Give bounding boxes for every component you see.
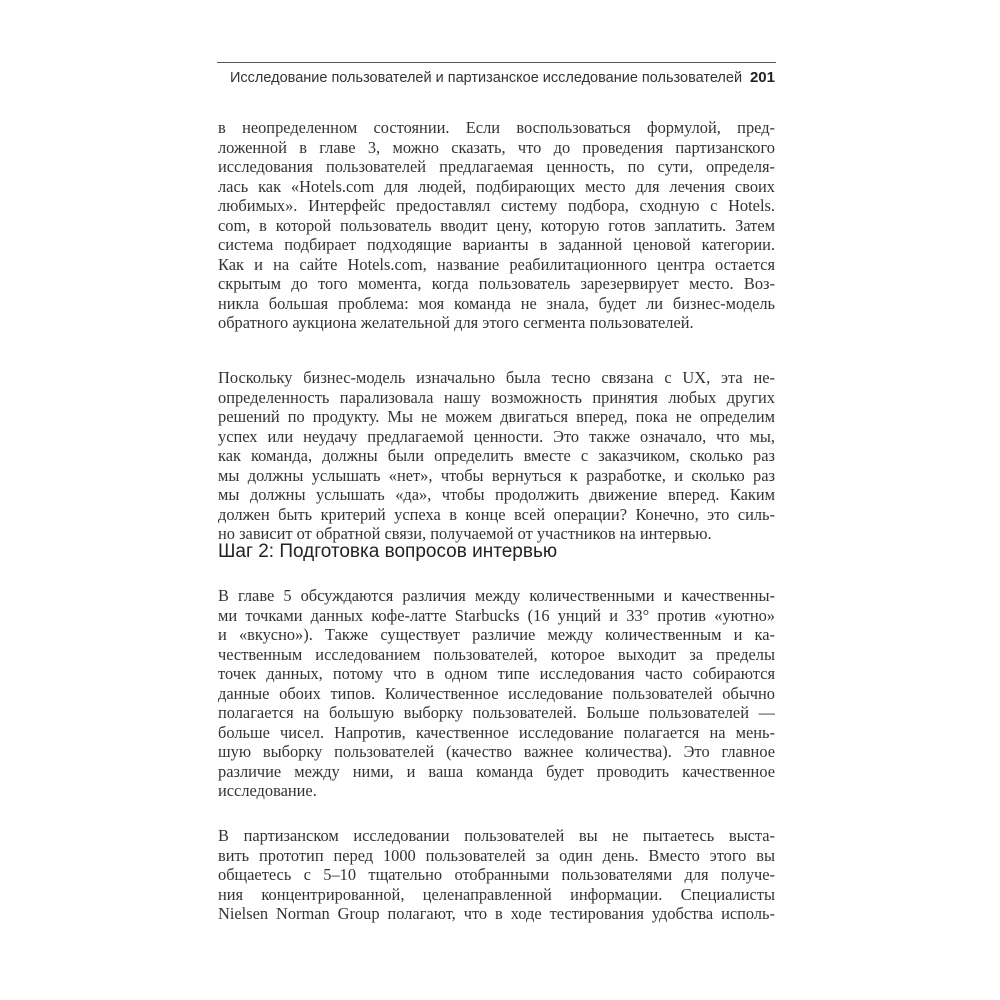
text-line: полагается на большую выборку пользователей. Больше пользователей —	[218, 703, 775, 722]
text-line: Nielsen Norman Group полагают, что в ходе тестирования удобства исполь-	[218, 904, 775, 923]
text-line: любимых». Интерфейс предоставлял систему подбора, сходную с Hotels.	[218, 196, 775, 215]
text-line: исследования пользователей предлагаемая ценность, по сути, определя-	[218, 157, 775, 176]
text-line: лась как «Hotels.com для людей, подбирающих место для лечения своих	[218, 176, 775, 196]
text-line: В партизанском исследовании пользователей вы не пытаетесь выста-	[218, 826, 775, 845]
text-line: шую выборку пользователей (качество важнее количества). Это главное	[218, 742, 775, 761]
paragraph-1	[218, 118, 775, 333]
paragraph-4	[218, 826, 775, 924]
text-line: различие между ними, и ваша команда будет проводить качественное	[218, 761, 775, 781]
text-line: Поскольку бизнес-модель изначально была тесно связана с UX, эта не-	[218, 368, 775, 387]
text-line: вить прототип перед 1000 пользователей за один день. Вместо этого вы	[218, 845, 775, 865]
paragraph-2	[218, 368, 775, 544]
header-rule	[217, 62, 776, 63]
text-line: больше чисел. Напротив, качественное исследование полагается на мень-	[218, 722, 775, 742]
text-line: исследование.	[218, 781, 317, 800]
text-line: определенность парализовала нашу возможность принятия любых других	[218, 387, 775, 407]
running-title: Исследование пользователей и партизанское исследование пользователей	[230, 70, 743, 86]
text-line: как команда, должны были определить вместе с заказчиком, сколько раз	[218, 446, 775, 465]
text-line: Как и на сайте Hotels.com, название реабилитационного центра остается	[218, 254, 775, 274]
text-line: мы должны услышать «да», чтобы продолжить движение вперед. Каким	[218, 485, 775, 504]
text-line: скрытым до того момента, когда пользователь зарезервирует место. Воз-	[218, 274, 775, 293]
text-line: но зависит от обратной связи, получаемой от участников на интервью.	[218, 524, 712, 543]
page-number: 201	[749, 69, 775, 86]
text-line: ложенной в главе 3, можно сказать, что до проведения партизанского	[218, 137, 775, 157]
text-line: никла большая проблема: моя команда не знала, будет ли бизнес-модель	[218, 293, 775, 313]
section-heading: Шаг 2: Подготовка вопросов интервью	[218, 541, 558, 562]
text-line: ми точками данных кофе-латте Starbucks (16 унций и 33° против «уютно»	[218, 605, 775, 625]
text-line: в неопределенном состоянии. Если воспользоваться формулой, пред-	[218, 118, 775, 137]
text-line: данные обоих типов. Количественное исследование пользователей обычно	[218, 683, 775, 703]
text-line: В главе 5 обсуждаются различия между количественными и качественны-	[218, 586, 775, 605]
text-line: ния концентрированной, целенаправленной информации. Специалисты	[218, 884, 775, 904]
paragraph-3	[218, 586, 775, 801]
text-line: чественным исследованием пользователей, которое выходит за пределы	[218, 644, 775, 664]
text-line: обратного аукциона желательной для этого сегмента пользователей.	[218, 313, 694, 332]
text-line: должен быть критерий успеха в конце всей операции? Конечно, это силь-	[218, 504, 775, 524]
text-line: успех или неудачу предлагаемой ценности. Это также означало, что мы,	[218, 426, 775, 446]
text-line: точек данных, потому что в одном типе исследования часто собираются	[218, 664, 775, 683]
text-line: система подбирает подходящие варианты в заданной ценовой категории.	[218, 235, 775, 254]
text-line: решений по продукту. Мы не можем двигаться вперед, пока не определим	[218, 407, 775, 426]
text-line: com, в которой пользователь вводит цену, которую готов заплатить. Затем	[218, 215, 775, 235]
text-line: общаетесь с 5–10 тщательно отобранными пользователями для получе-	[218, 865, 775, 884]
text-line: и «вкусно»). Также существует различие между количественным и ка-	[218, 625, 775, 644]
text-line: мы должны услышать «нет», чтобы вернуться к разработке, и сколько раз	[218, 465, 775, 485]
